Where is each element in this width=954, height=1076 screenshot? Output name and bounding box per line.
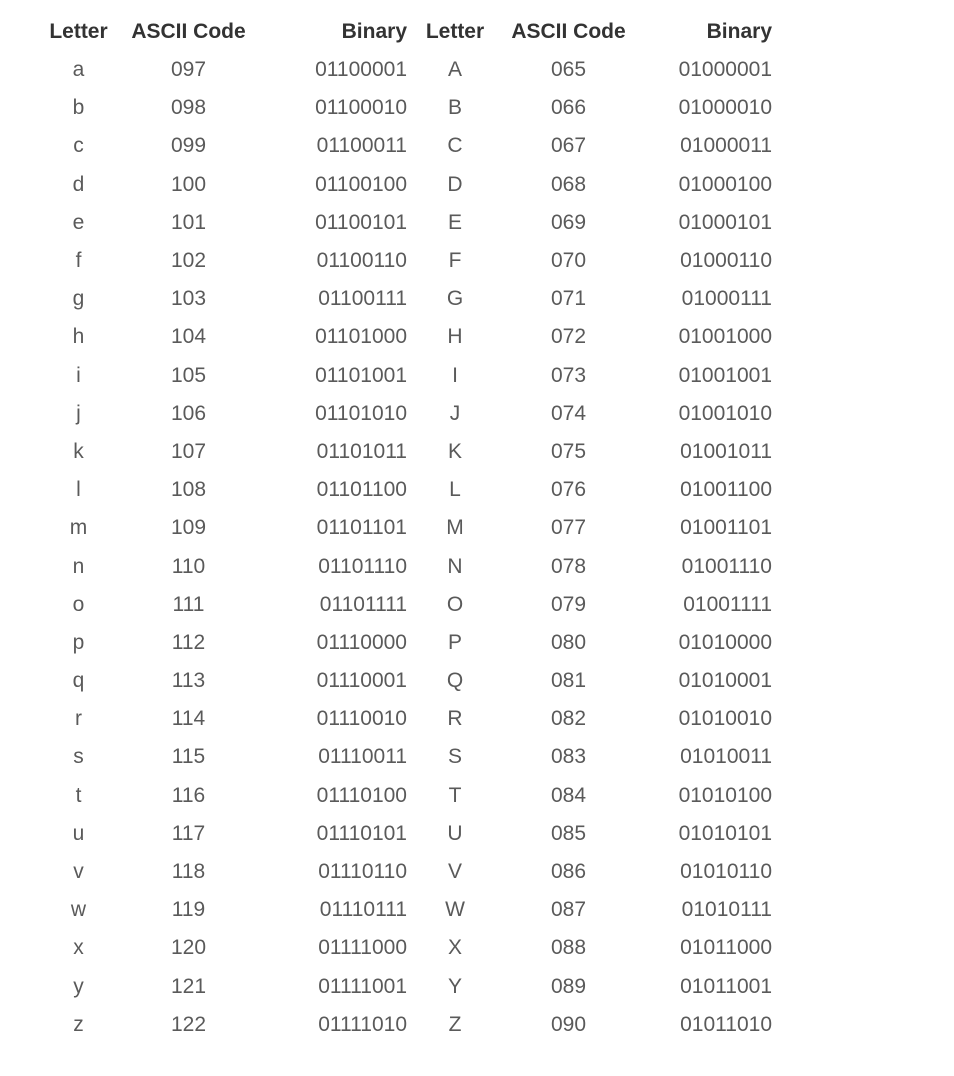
lowercase-letter-cell: g (72, 287, 85, 311)
lowercase-letter-cell: m (69, 516, 88, 540)
header-binary-lowercase: Binary (341, 20, 407, 43)
uppercase-ascii-code-cell: 088 (550, 936, 587, 960)
lowercase-binary-cell: 01101010 (315, 401, 407, 425)
lowercase-letter-cell: y (73, 974, 84, 998)
lowercase-binary-cell: 01101111 (319, 592, 407, 616)
table-header (30, 13, 772, 51)
lowercase-binary-cell: 01110011 (318, 745, 407, 769)
table-row (30, 127, 772, 165)
table-row (30, 891, 772, 929)
table-row (30, 968, 772, 1006)
uppercase-binary-cell: 01000111 (681, 287, 772, 311)
lowercase-letter-cell: f (75, 249, 82, 273)
lowercase-ascii-code-cell: 101 (170, 210, 207, 234)
uppercase-letter-cell: G (446, 287, 464, 311)
uppercase-ascii-code-cell: 070 (550, 249, 587, 273)
uppercase-binary-cell: 01010111 (681, 898, 772, 922)
lowercase-binary-cell: 01101000 (315, 325, 407, 349)
uppercase-ascii-code-cell: 080 (550, 630, 587, 654)
uppercase-binary-cell: 01011001 (680, 974, 772, 998)
uppercase-ascii-code-cell: 068 (550, 172, 587, 196)
lowercase-letter-cell: x (73, 936, 84, 960)
uppercase-binary-cell: 01000101 (678, 210, 772, 234)
uppercase-ascii-code-cell: 072 (550, 325, 587, 349)
uppercase-ascii-code-cell: 074 (550, 401, 587, 425)
header-ascii-code-lowercase: ASCII Code (131, 20, 246, 43)
table-row (30, 471, 772, 509)
uppercase-binary-cell: 01011010 (680, 1012, 772, 1036)
uppercase-binary-cell: 01000001 (678, 58, 772, 82)
uppercase-ascii-code-cell: 090 (550, 1012, 587, 1036)
uppercase-ascii-code-cell: 075 (550, 439, 587, 463)
uppercase-letter-cell: J (449, 401, 461, 425)
lowercase-binary-cell: 01100111 (318, 287, 407, 311)
table-row (30, 433, 772, 471)
table-row (30, 700, 772, 738)
lowercase-letter-cell: d (72, 172, 85, 196)
uppercase-binary-cell: 01001111 (683, 592, 772, 616)
lowercase-letter-cell: r (75, 707, 82, 731)
lowercase-ascii-code-cell: 109 (170, 516, 207, 540)
uppercase-binary-cell: 01010010 (678, 707, 772, 731)
lowercase-letter-cell: l (76, 478, 81, 502)
uppercase-letter-cell: S (447, 745, 462, 769)
lowercase-letter-cell: k (73, 439, 84, 463)
uppercase-ascii-code-cell: 078 (550, 554, 587, 578)
uppercase-ascii-code-cell: 069 (550, 210, 587, 234)
uppercase-ascii-code-cell: 087 (550, 898, 587, 922)
lowercase-ascii-code-cell: 119 (171, 898, 206, 922)
table-row (30, 204, 772, 242)
lowercase-ascii-code-cell: 114 (171, 707, 206, 731)
lowercase-ascii-code-cell: 098 (170, 96, 207, 120)
lowercase-ascii-code-cell: 102 (170, 249, 207, 273)
lowercase-ascii-code-cell: 105 (170, 363, 207, 387)
lowercase-ascii-code-cell: 122 (170, 1012, 207, 1036)
lowercase-binary-cell: 01110001 (316, 669, 407, 693)
lowercase-binary-cell: 01101001 (315, 363, 407, 387)
lowercase-letter-cell: s (73, 745, 84, 769)
lowercase-letter-cell: i (76, 363, 81, 387)
header-letter-uppercase: Letter (425, 20, 485, 43)
lowercase-ascii-code-cell: 110 (171, 554, 206, 578)
header-binary-uppercase: Binary (706, 20, 772, 43)
uppercase-letter-cell: I (452, 363, 458, 387)
lowercase-binary-cell: 01101011 (316, 439, 407, 463)
uppercase-ascii-code-cell: 073 (550, 363, 587, 387)
lowercase-letter-cell: p (72, 630, 85, 654)
lowercase-ascii-code-cell: 103 (170, 287, 207, 311)
lowercase-ascii-code-cell: 121 (170, 974, 207, 998)
uppercase-ascii-code-cell: 084 (550, 783, 587, 807)
uppercase-letter-cell: Q (446, 669, 464, 693)
lowercase-letter-cell: c (73, 134, 84, 158)
uppercase-ascii-code-cell: 067 (550, 134, 587, 158)
lowercase-binary-cell: 01111010 (318, 1012, 407, 1036)
lowercase-binary-cell: 01110100 (316, 783, 407, 807)
uppercase-binary-cell: 01001110 (681, 554, 772, 578)
table-row (30, 738, 772, 776)
table-row (30, 242, 772, 280)
lowercase-ascii-code-cell: 107 (170, 439, 207, 463)
table-row (30, 166, 772, 204)
uppercase-letter-cell: W (445, 898, 465, 922)
uppercase-ascii-code-cell: 082 (550, 707, 587, 731)
table-row (30, 662, 772, 700)
table-row (30, 777, 772, 815)
uppercase-binary-cell: 01000010 (678, 96, 772, 120)
table-row (30, 624, 772, 662)
table-row (30, 586, 772, 624)
lowercase-binary-cell: 01110000 (316, 630, 407, 654)
table-row (30, 51, 772, 89)
lowercase-ascii-code-cell: 097 (170, 58, 207, 82)
lowercase-binary-cell: 01100001 (315, 58, 407, 82)
uppercase-ascii-code-cell: 065 (550, 58, 587, 82)
lowercase-ascii-code-cell: 111 (172, 592, 205, 616)
uppercase-binary-cell: 01001100 (680, 478, 772, 502)
lowercase-binary-cell: 01101110 (318, 554, 407, 578)
lowercase-binary-cell: 01110010 (316, 707, 407, 731)
uppercase-binary-cell: 01010110 (680, 860, 772, 884)
uppercase-binary-cell: 01001001 (678, 363, 772, 387)
table-row (30, 853, 772, 891)
uppercase-binary-cell: 01001101 (680, 516, 772, 540)
uppercase-letter-cell: R (447, 707, 463, 731)
table-row (30, 547, 772, 585)
header-letter-lowercase: Letter (49, 20, 108, 43)
lowercase-ascii-code-cell: 115 (171, 745, 206, 769)
uppercase-binary-cell: 01000110 (680, 249, 772, 273)
uppercase-binary-cell: 01001010 (678, 401, 772, 425)
table-row (30, 1006, 772, 1044)
uppercase-ascii-code-cell: 081 (550, 669, 587, 693)
uppercase-ascii-code-cell: 066 (550, 96, 587, 120)
uppercase-binary-cell: 01001000 (678, 325, 772, 349)
uppercase-ascii-code-cell: 077 (550, 516, 587, 540)
lowercase-ascii-code-cell: 117 (171, 821, 206, 845)
lowercase-letter-cell: v (73, 860, 84, 884)
lowercase-ascii-code-cell: 120 (170, 936, 207, 960)
lowercase-binary-cell: 01110111 (319, 898, 407, 922)
uppercase-letter-cell: M (446, 516, 464, 540)
uppercase-letter-cell: V (447, 860, 462, 884)
uppercase-letter-cell: U (447, 821, 463, 845)
uppercase-ascii-code-cell: 083 (550, 745, 587, 769)
lowercase-ascii-code-cell: 113 (171, 669, 206, 693)
lowercase-binary-cell: 01101100 (316, 478, 407, 502)
lowercase-letter-cell: o (72, 592, 85, 616)
uppercase-letter-cell: C (447, 134, 463, 158)
uppercase-letter-cell: N (447, 554, 463, 578)
uppercase-letter-cell: X (447, 936, 462, 960)
uppercase-letter-cell: L (449, 478, 461, 502)
uppercase-letter-cell: D (447, 172, 463, 196)
uppercase-letter-cell: O (446, 592, 464, 616)
lowercase-letter-cell: e (72, 210, 85, 234)
header-ascii-code-uppercase: ASCII Code (511, 20, 626, 43)
lowercase-letter-cell: n (72, 554, 85, 578)
lowercase-letter-cell: a (72, 58, 85, 82)
uppercase-letter-cell: F (448, 249, 462, 273)
uppercase-binary-cell: 01010101 (678, 821, 772, 845)
lowercase-letter-cell: w (70, 898, 87, 922)
uppercase-binary-cell: 01010100 (678, 783, 772, 807)
lowercase-binary-cell: 01111000 (318, 936, 407, 960)
uppercase-ascii-code-cell: 085 (550, 821, 587, 845)
lowercase-binary-cell: 01110110 (318, 860, 407, 884)
uppercase-letter-cell: K (447, 439, 462, 463)
lowercase-ascii-code-cell: 104 (170, 325, 207, 349)
lowercase-letter-cell: q (72, 669, 85, 693)
uppercase-letter-cell: P (447, 630, 462, 654)
uppercase-binary-cell: 01011000 (680, 936, 772, 960)
table-row (30, 280, 772, 318)
lowercase-letter-cell: u (72, 821, 85, 845)
uppercase-binary-cell: 01000011 (680, 134, 772, 158)
lowercase-ascii-code-cell: 106 (170, 401, 207, 425)
lowercase-letter-cell: t (75, 783, 82, 807)
uppercase-letter-cell: E (447, 210, 462, 234)
uppercase-ascii-code-cell: 076 (550, 478, 587, 502)
table-row (30, 395, 772, 433)
lowercase-letter-cell: b (72, 96, 85, 120)
lowercase-binary-cell: 01111001 (318, 974, 407, 998)
lowercase-binary-cell: 01100110 (316, 249, 407, 273)
lowercase-binary-cell: 01100100 (315, 172, 407, 196)
table-row (30, 357, 772, 395)
uppercase-letter-cell: A (447, 58, 462, 82)
lowercase-ascii-code-cell: 099 (170, 134, 207, 158)
table-body (30, 51, 772, 1044)
uppercase-binary-cell: 01000100 (678, 172, 772, 196)
uppercase-ascii-code-cell: 079 (550, 592, 587, 616)
lowercase-letter-cell: z (73, 1012, 84, 1036)
table-row (30, 929, 772, 967)
uppercase-binary-cell: 01010000 (678, 630, 772, 654)
lowercase-letter-cell: h (72, 325, 85, 349)
table-row (30, 509, 772, 547)
lowercase-binary-cell: 01100101 (315, 210, 407, 234)
lowercase-ascii-code-cell: 112 (171, 630, 206, 654)
uppercase-letter-cell: B (447, 96, 462, 120)
lowercase-letter-cell: j (76, 401, 81, 425)
lowercase-binary-cell: 01100011 (316, 134, 407, 158)
ascii-table (30, 13, 772, 1044)
lowercase-binary-cell: 01101101 (316, 516, 407, 540)
table-row (30, 815, 772, 853)
uppercase-letter-cell: T (448, 783, 462, 807)
uppercase-binary-cell: 01010001 (678, 669, 772, 693)
lowercase-binary-cell: 01100010 (315, 96, 407, 120)
uppercase-letter-cell: H (447, 325, 463, 349)
header-row (30, 13, 772, 51)
uppercase-binary-cell: 01001011 (680, 439, 772, 463)
uppercase-binary-cell: 01010011 (680, 745, 772, 769)
table-row (30, 89, 772, 127)
table-row (30, 318, 772, 356)
lowercase-ascii-code-cell: 100 (170, 172, 207, 196)
uppercase-letter-cell: Y (447, 974, 462, 998)
uppercase-ascii-code-cell: 089 (550, 974, 587, 998)
lowercase-binary-cell: 01110101 (316, 821, 407, 845)
uppercase-ascii-code-cell: 071 (550, 287, 587, 311)
uppercase-ascii-code-cell: 086 (550, 860, 587, 884)
lowercase-ascii-code-cell: 108 (170, 478, 207, 502)
lowercase-ascii-code-cell: 118 (171, 860, 206, 884)
uppercase-letter-cell: Z (448, 1012, 462, 1036)
lowercase-ascii-code-cell: 116 (171, 783, 206, 807)
